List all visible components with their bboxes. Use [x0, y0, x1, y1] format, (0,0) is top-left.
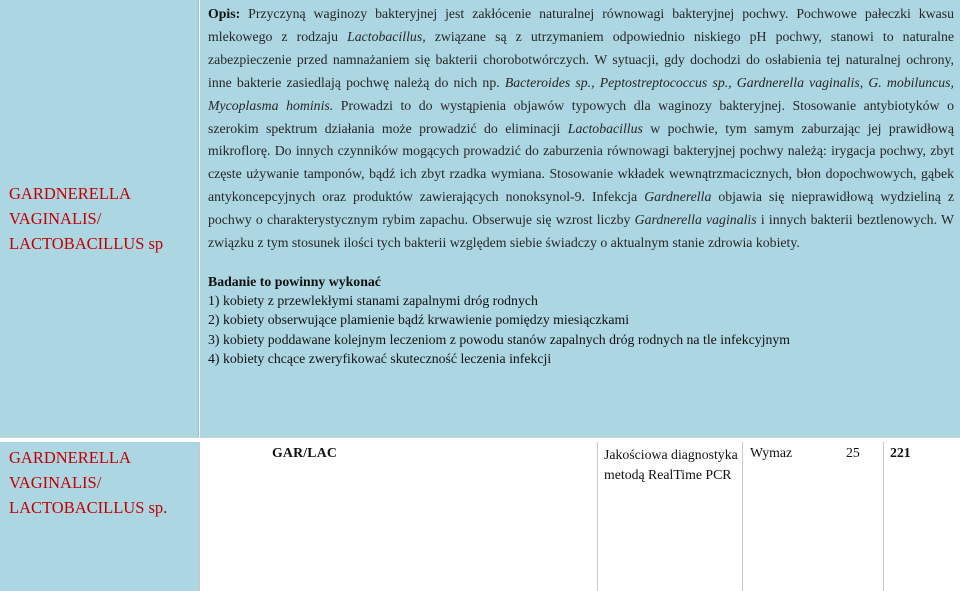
- column-divider: [597, 442, 598, 591]
- description-italic-gardnerella-vaginalis: Gardnerella vaginalis: [634, 212, 757, 228]
- test-material: Wymaz: [750, 445, 793, 460]
- description-text-2: związane są z utrzymaniem odpowiednio niskiego pH pochwy, stanowi to naturalne zabezpieczenie przed namnażaniem się bakterii chorobotwórczych. W sytuacji, gdy dochodzi do osłabienia tej naturalnej ochrony, inne bakterie zasiedlają pochwę należą do nich np.: [208, 28, 955, 90]
- test-method: Jakościowa diagnostyka metodą RealTime PCR: [604, 447, 738, 482]
- description-text-3: Prowadzi to do wystąpienia objawów typowych dla waginozy bakteryjnej. Stosowanie antybiotyków o szerokim spektrum działania może prowadzić do eliminacji: [208, 97, 954, 136]
- description-text-1: Przyczyną waginozy bakteryjnej jest zakłócenie naturalnej równowagi bakteryjnej pochwy. Pochwowe pałeczki kwasu mlekowego z rodzaju: [208, 6, 954, 44]
- indications-block: [208, 272, 954, 368]
- description-label: Opis:: [208, 6, 241, 21]
- test-days: 25: [846, 445, 860, 460]
- column-divider: [199, 442, 200, 591]
- column-divider: [742, 442, 743, 591]
- test-price: 221: [890, 445, 911, 460]
- test-code: GAR/LAC: [272, 445, 338, 460]
- description-text-5: objawia się nieprawidłową wydzieliną z pochwy o charakterystycznym rybim zapachu. Obserwuje się wzrost liczby: [208, 189, 954, 228]
- description-text-6: i innych bakterii beztlenowych. W związku z tym stosunek ilości tych bakterii względem siebie świadczy o aktualnym stanie zdrowia kobiety.: [208, 212, 954, 251]
- description-italic-lactobacillus: Lactobacillus,: [347, 28, 426, 44]
- description-italic-bacteria: Bacteroides sp., Peptostreptococcus sp., Gardnerella vaginalis, G. mobiluncus, Mycoplasma hominis.: [208, 74, 954, 113]
- row-test-name: GARDNERELLA VAGINALIS/ LACTOBACILLUS sp.: [9, 448, 168, 517]
- description-cell: [200, 0, 960, 437]
- indication-item: 1) kobiety z przewlekłymi stanami zapalnymi dróg rodnych: [208, 293, 538, 309]
- column-divider: [883, 442, 884, 591]
- test-name-cell: [0, 0, 199, 437]
- description-italic-lactobacillus-2: Lactobacillus: [567, 120, 643, 136]
- description-italic-gardnerella: Gardnerella: [644, 189, 712, 205]
- row-test-name-cell: [0, 442, 199, 591]
- description-text-4: w pochwie, tym samym zaburzając jej prawidłową mikroflorę. Do innych czynników mogących prowadzić do zaburzenia równowagi bakteryjnej pochwy należą: irygacja pochwy, zbyt częste używanie tamponów, bądź ich zbyt rzadka wymiana. Stosowanie wkładek wewnątrzmacicznych, błon dopochwowych, gąbek antykoncepcyjnych oraz produktów zawierających nonoksynol-9. Infekcja: [208, 120, 955, 205]
- price-row: [199, 442, 960, 591]
- indication-item: 2) kobiety obserwujące plamienie bądź krwawienie pomiędzy miesiączkami: [208, 312, 630, 328]
- indications-title: Badanie to powinny wykonać: [208, 273, 381, 289]
- description-paragraph: [208, 3, 954, 255]
- indication-item: 3) kobiety poddawane kolejnym leczeniom z powodu stanów zapalnych dróg rodnych na tle infekcyjnym: [208, 331, 790, 347]
- indication-item: 4) kobiety chcące zweryfikować skuteczność leczenia infekcji: [208, 350, 552, 366]
- test-name-title: GARDNERELLA VAGINALIS/ LACTOBACILLUS sp: [9, 184, 164, 253]
